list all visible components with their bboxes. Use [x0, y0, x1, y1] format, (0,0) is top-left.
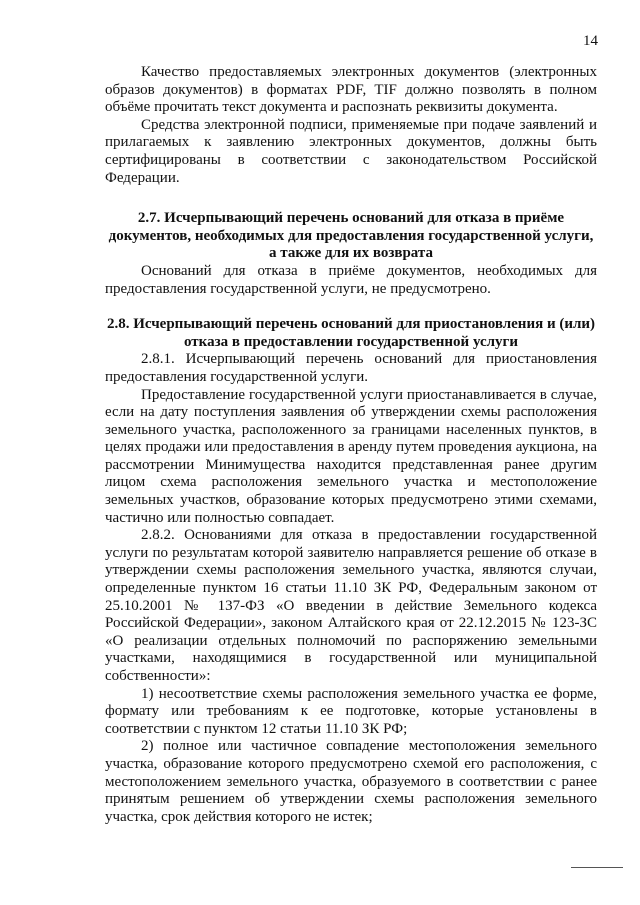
document-body: [105, 64, 597, 826]
paragraph-electronic-docs-quality: Качество предоставляемых электронных документов (электронных образов документов) в форматах PDF, TIF должно позволять в полном объёме прочитать текст документа и распознать реквизиты документа.: [105, 64, 597, 116]
section-2-7-heading: 2.7. Исчерпывающий перечень оснований для отказа в приёме документов, необходимых для предоставления государственной услуги, а также для их возврата: [108, 210, 594, 262]
section-2-8-heading: 2.8. Исчерпывающий перечень оснований для приостановления и (или) отказа в предоставлении государственной услуги: [106, 316, 596, 350]
spacer: [105, 187, 597, 210]
spacer: [105, 298, 597, 316]
section-2-8-1-suspension-case: Предоставление государственной услуги приостанавливается в случае, если на дату поступления заявления об утверждении схемы расположения земельного участка, расположенного за границами населенных пунктов, в целях продажи или предоставления в аренду путем проведения аукциона, на рассмотрении Минимущества находится представленная ранее другим лицом схема расположения земельного участка и местоположение земельных участков, образование которых предусмотрено этими схемами, частично или полностью совпадает.: [105, 386, 597, 526]
section-2-8-1-text: 2.8.1. Исчерпывающий перечень оснований для приостановления предоставления государственной услуги.: [105, 351, 597, 385]
list-item-2: 2) полное или частичное совпадение местоположения земельного участка, образование которого предусмотрено схемой его расположения, с местоположением земельного участка, образуемого в соответствии с ранее принятым решением об утверждении схемы расположения земельного участка, срок действия которого не истек;: [105, 738, 597, 825]
page-number: 14: [583, 33, 598, 49]
paragraph-electronic-signature: Средства электронной подписи, применяемые при подаче заявлений и прилагаемых к заявлению электронных документов, должны быть сертифицированы в соответствии с законодательством Российской Федерации.: [105, 116, 597, 186]
section-2-8-2-text: 2.8.2. Основаниями для отказа в предоставлении государственной услуги по результатам которой заявителю направляется решение об отказе в утверждении схемы расположения земельного участка, являются случаи, определенные пунктом 16 статьи 11.10 ЗК РФ, Федеральным законом от 25.10.2001 № 137-ФЗ «О введении в действие Земельного кодекса Российской Федерации», законом Алтайского края от 22.12.2015 № 123-ЗС «О реализации отдельных полномочий по распоряжению земельными участками, находящимися в государственной или муниципальной собственности»:: [105, 527, 597, 684]
section-2-7-text: Оснований для отказа в приёме документов, необходимых для предоставления государственной услуги, не предусмотрено.: [105, 262, 597, 297]
list-item-1: 1) несоответствие схемы расположения земельного участка ее форме, формату или требованиям к ее подготовке, которые установлены в соответствии с пунктом 12 статьи 11.10 ЗК РФ;: [105, 685, 597, 737]
footer-rule: [571, 867, 623, 868]
